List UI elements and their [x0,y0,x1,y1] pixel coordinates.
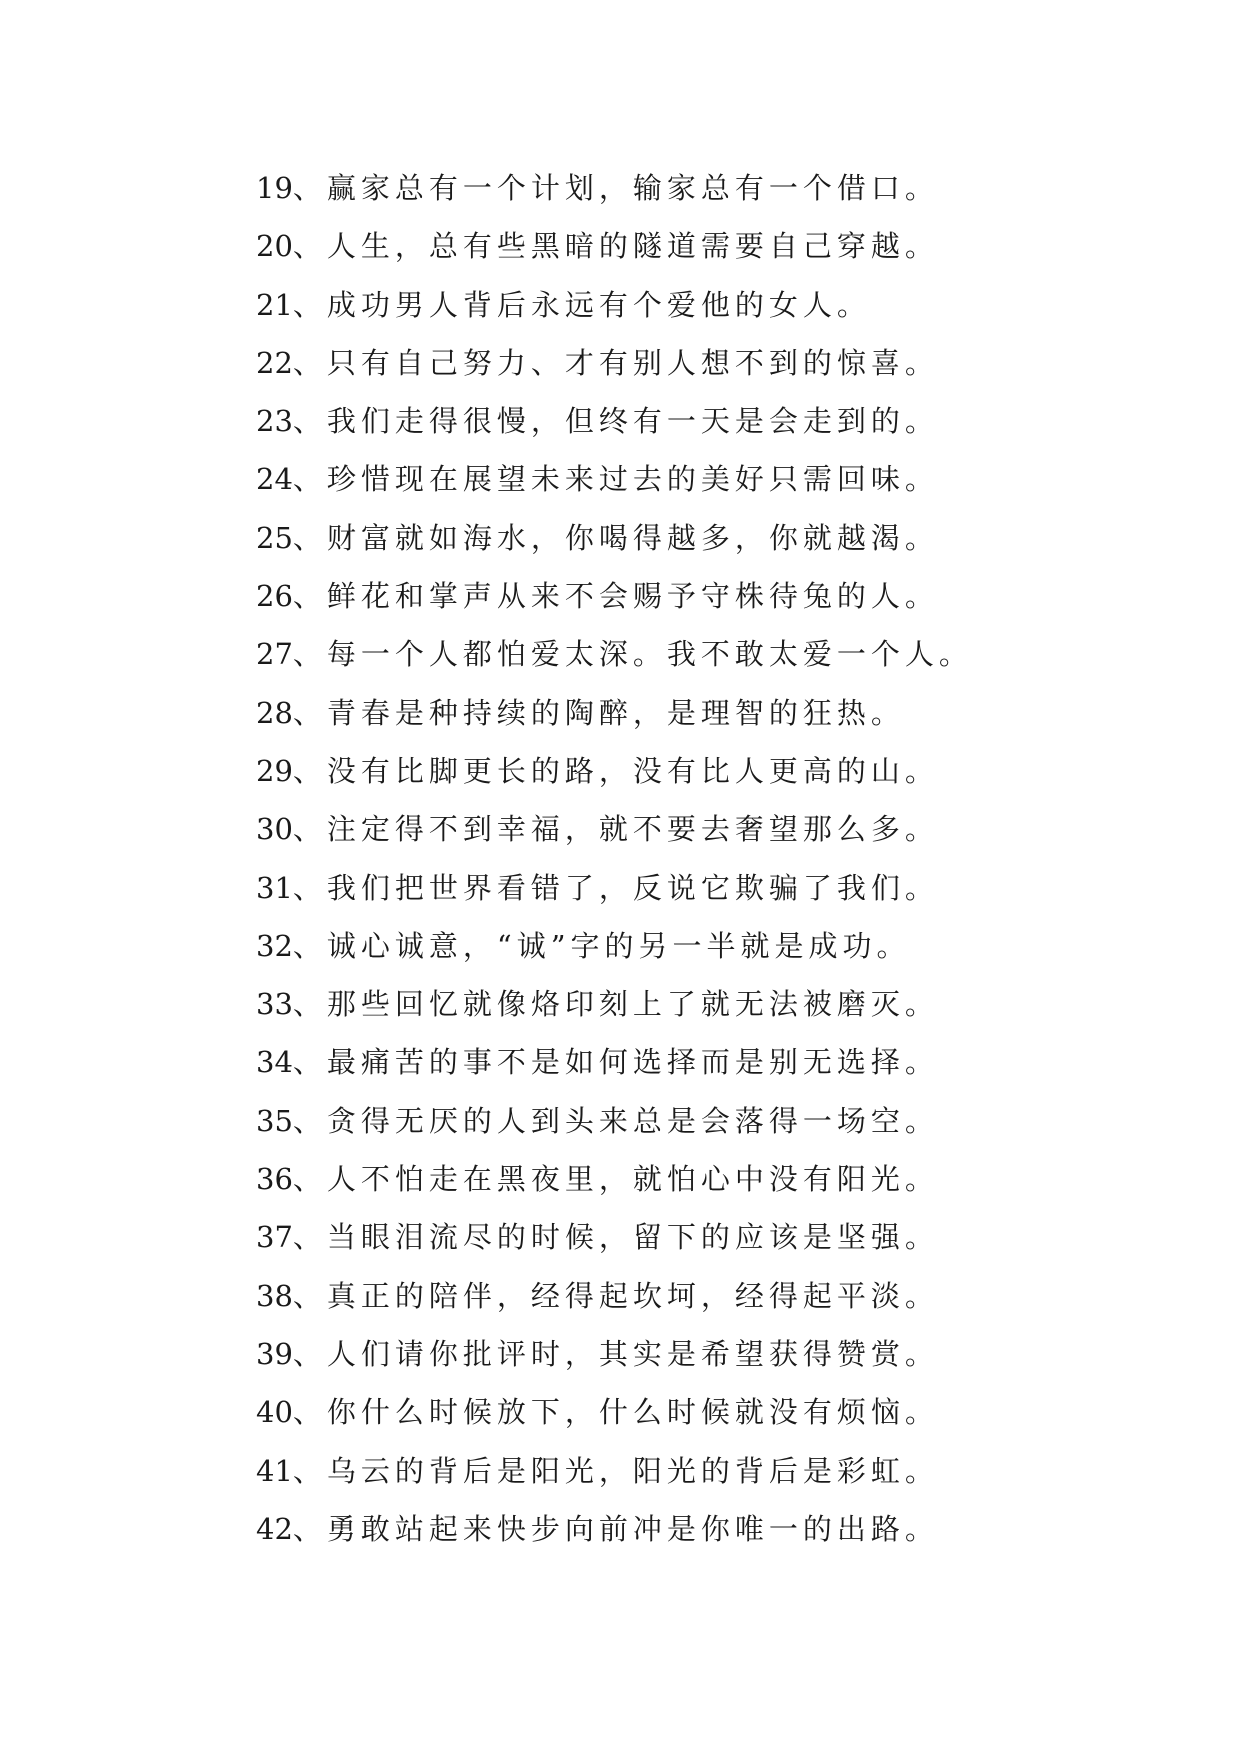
quote-text: 、我们走得很慢，但终有一天是会走到的。 [292,404,939,439]
quote-line [256,1208,1156,1266]
quote-number: 25 [256,520,293,555]
quote-number: 41 [256,1453,293,1488]
quote-line [256,1500,1156,1558]
quote-text: 、诚心诚意，“诚”字的另一半就是成功。 [292,928,911,963]
quote-text: 、真正的陪伴，经得起坎坷，经得起平淡。 [292,1278,939,1313]
quote-line [256,917,1156,975]
quote-line [256,1383,1156,1441]
quote-number: 27 [256,637,293,672]
quote-line [256,509,1156,567]
quote-line [256,1092,1156,1150]
quote-text: 、每一个人都怕爱太深。我不敢太爱一个人。 [292,637,973,672]
quote-text: 、人不怕走在黑夜里，就怕心中没有阳光。 [292,1162,939,1197]
quote-number: 33 [256,987,293,1022]
quote-text: 、没有比脚更长的路，没有比人更高的山。 [292,753,939,788]
quote-number: 21 [256,287,293,322]
quote-text: 、赢家总有一个计划，输家总有一个借口。 [292,171,939,205]
quote-text: 、成功男人背后永远有个爱他的女人。 [292,287,871,322]
quote-line [256,625,1156,683]
quote-line [256,684,1156,742]
quote-line [256,567,1156,625]
quote-number: 20 [256,229,293,264]
quote-text: 、你什么时候放下，什么时候就没有烦恼。 [292,1395,939,1430]
quote-line [256,1442,1156,1500]
quote-number: 19 [256,171,293,205]
quote-text: 、珍惜现在展望未来过去的美好只需回味。 [292,462,939,497]
quote-line [256,217,1156,275]
quote-text: 、贪得无厌的人到头来总是会落得一场空。 [292,1103,939,1138]
quote-number: 29 [256,753,293,788]
quote-line [256,1267,1156,1325]
quote-number: 36 [256,1162,293,1197]
quote-line [256,800,1156,858]
quote-line [256,1033,1156,1091]
quote-line [256,450,1156,508]
quote-number: 31 [256,870,293,905]
quote-text: 、只有自己努力、才有别人想不到的惊喜。 [292,345,939,380]
quote-number: 24 [256,462,293,497]
quote-line [256,859,1156,917]
quote-number: 22 [256,345,293,380]
quote-number: 30 [256,812,293,847]
quote-text: 、鲜花和掌声从来不会赐予守株待兔的人。 [292,579,939,614]
quote-text: 、青春是种持续的陶醉，是理智的狂热。 [292,695,905,730]
quote-text: 、我们把世界看错了，反说它欺骗了我们。 [292,870,939,905]
quote-line [256,276,1156,334]
quote-text: 、财富就如海水，你喝得越多，你就越渴。 [292,520,939,555]
quote-line [256,975,1156,1033]
quote-list [256,159,1156,1558]
quote-number: 37 [256,1220,293,1255]
quote-number: 34 [256,1045,293,1080]
quote-text: 、勇敢站起来快步向前冲是你唯一的出路。 [292,1511,939,1546]
quote-line [256,159,1156,217]
quote-number: 40 [256,1395,293,1430]
quote-line [256,742,1156,800]
quote-number: 35 [256,1103,293,1138]
quote-text: 、那些回忆就像烙印刻上了就无法被磨灭。 [292,987,939,1022]
quote-text: 、人们请你批评时，其实是希望获得赞赏。 [292,1336,939,1371]
quote-line [256,392,1156,450]
quote-line [256,1150,1156,1208]
quote-number: 26 [256,579,293,614]
quote-number: 42 [256,1511,293,1546]
quote-text: 、乌云的背后是阳光，阳光的背后是彩虹。 [292,1453,939,1488]
quote-number: 23 [256,404,293,439]
quote-number: 39 [256,1336,293,1371]
quote-line [256,1325,1156,1383]
quote-number: 32 [256,928,293,963]
quote-text: 、人生，总有些黑暗的隧道需要自己穿越。 [292,229,939,264]
quote-text: 、当眼泪流尽的时候，留下的应该是坚强。 [292,1220,939,1255]
quote-number: 38 [256,1278,293,1313]
quote-text: 、最痛苦的事不是如何选择而是别无选择。 [292,1045,939,1080]
quote-number: 28 [256,695,293,730]
quote-line [256,334,1156,392]
quote-text: 、注定得不到幸福，就不要去奢望那么多。 [292,812,939,847]
